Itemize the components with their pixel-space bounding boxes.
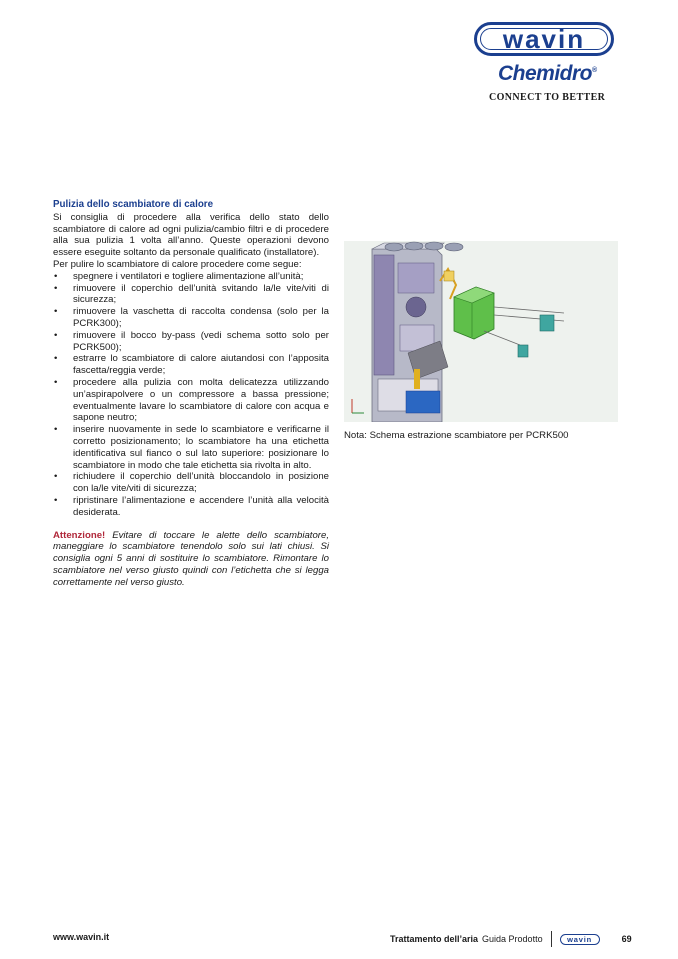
lead-paragraph: Per pulire lo scambiatore di calore procedere come segue: [53, 258, 302, 270]
wavin-logo [474, 22, 614, 56]
list-item [53, 377, 329, 424]
step-text: estrarre lo scambiatore di calore aiutandosi con l’apposita fascetta/reggia verde; [73, 353, 329, 377]
footer-guide-label: Guida Prodotto [482, 934, 543, 944]
footer-info [390, 931, 632, 947]
bullet: • [54, 424, 58, 436]
bullet: • [54, 376, 58, 388]
warning-note [53, 530, 329, 589]
step-text: procedere alla pulizia con molta delicatezza utilizzando un’aspirapolvere o un compressore a bassa pressione; eventualmente lavare lo scambiatore di calore con acqua e sapone neutro; [73, 376, 329, 424]
list-item [53, 306, 329, 330]
section-title: Pulizia dello scambiatore di calore [53, 199, 214, 210]
list-item [53, 271, 329, 283]
bullet: • [54, 471, 58, 483]
step-text: rimuovere il coperchio dell’unità svitando la/le vite/viti di sicurezza; [73, 282, 329, 306]
bullet: • [54, 329, 58, 341]
bullet: • [54, 306, 58, 318]
footer-url[interactable]: www.wavin.it [53, 932, 110, 942]
list-item [53, 495, 329, 519]
warning-text: Evitare di toccare le alette dello scambiatore, maneggiare lo scambiatore tenendolo solo sui lati chiusi. Si consiglia ogni 5 anni di sostituire lo scambiatore. Rimontare lo scambiatore nel verso giusto quindi con l’etichetta che si legga correttamente nel verso giusto. [53, 529, 329, 588]
figure-caption: Nota: Schema estrazione scambiatore per PCRK500 [344, 430, 569, 441]
step-text: spegnere i ventilatori e togliere alimentazione all’unità; [73, 270, 304, 282]
chemidro-logo-text: Chemidro [498, 62, 593, 85]
steps-list [53, 271, 329, 519]
footer-divider [551, 931, 552, 947]
bullet: • [54, 494, 58, 506]
list-item [53, 330, 329, 354]
header-logo [470, 22, 620, 107]
list-item [53, 283, 329, 307]
tagline: CONNECT TO BETTER [489, 92, 606, 103]
list-item [53, 471, 329, 495]
intro-paragraph: Si consiglia di procedere alla verifica dello stato dello scambiatore di calore ad ogni pulizia/cambio filtri e di procedere alla sua pulizia 1 volta all’anno. Queste operazioni devono essere eseguite soltanto da personale qualificato (installatore). [53, 211, 329, 259]
page-number: 69 [621, 934, 632, 944]
footer-section-title: Trattamento dell’aria [390, 934, 479, 944]
wavin-logo-text: wavin [502, 23, 586, 54]
list-item [53, 424, 329, 471]
exchanger-schematic-figure [344, 241, 618, 422]
step-text: richiudere il coperchio dell’unità bloccandolo in posizione con la/le vite/viti di sicurezza; [73, 471, 329, 495]
bullet: • [54, 353, 58, 365]
exchanger-schematic-image [344, 241, 618, 422]
registered-mark: ® [592, 67, 597, 74]
step-text: rimuovere la vaschetta di raccolta condensa (solo per la PCRK300); [73, 306, 329, 329]
chemidro-logo [498, 62, 597, 86]
warning-label: Attenzione! [53, 529, 106, 541]
bullet: • [54, 270, 58, 282]
list-item [53, 353, 329, 377]
step-text: rimuovere il bocco by-pass (vedi schema sotto solo per PCRK500); [73, 329, 329, 353]
footer-wavin-logo: wavin [560, 934, 600, 945]
step-text: ripristinare l’alimentazione e accendere l’unità alla velocità desiderata. [73, 494, 329, 518]
text-column [53, 199, 329, 589]
bullet: • [54, 282, 58, 294]
step-text: inserire nuovamente in sede lo scambiatore e verificarne il corretto posizionamento; lo scambiatore ha una etichetta identificativa sul fianco o sul lato superiore: posizionare lo scambiatore in modo che tale etichetta sia rivolta in alto. [73, 424, 329, 471]
